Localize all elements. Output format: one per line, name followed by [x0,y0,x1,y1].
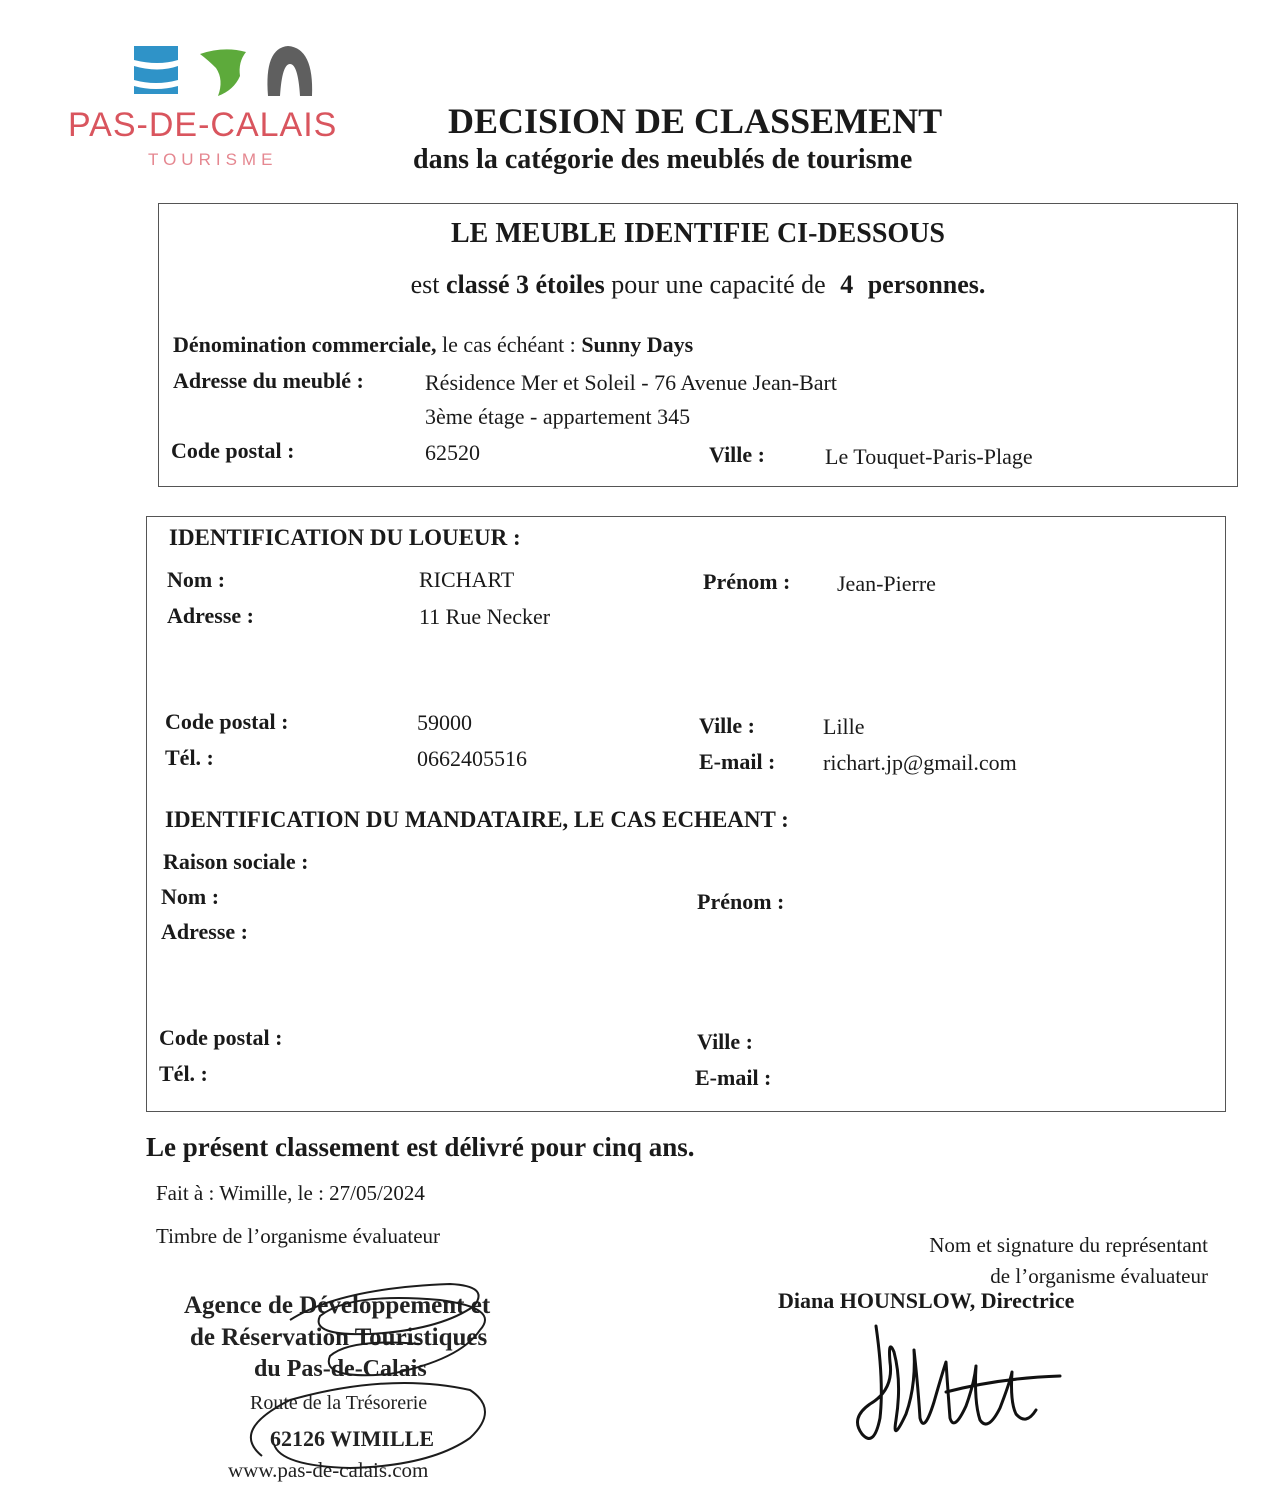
logo-name: PAS-DE-CALAIS [68,106,338,144]
loueur-email-value: richart.jp@gmail.com [823,750,1017,775]
stamp-line5: 62126 WIMILLE [270,1426,435,1451]
fait-a: Fait à : Wimille, le : 27/05/2024 [156,1181,425,1205]
class-post: personnes. [867,270,986,299]
loueur-nom-label: Nom : [167,567,226,592]
class-pre: est [410,270,440,299]
validity-statement: Le présent classement est délivré pour cinq ans. [146,1132,695,1162]
mandataire-postal-label: Code postal : [159,1025,283,1050]
mandataire-tel-label: Tél. : [159,1061,208,1086]
page-title: DECISION DE CLASSEMENT [448,101,943,141]
loueur-tel-label: Tél. : [165,745,214,770]
city-value: Le Touquet-Paris-Plage [825,444,1033,469]
loueur-email-label: E-mail : [699,749,776,774]
stamp-line1: Agence de Développement et [184,1292,491,1319]
mandataire-prenom-label: Prénom : [697,889,785,914]
meuble-heading: LE MEUBLE IDENTIFIE CI-DESSOUS [450,218,946,249]
city-label: Ville : [709,442,765,467]
loueur-adresse-label: Adresse : [167,603,254,628]
signatory-name: Diana HOUNSLOW, Directrice [778,1288,1075,1313]
mandataire-ville-label: Ville : [697,1029,753,1054]
address-line2: 3ème étage - appartement 345 [425,404,691,429]
loueur-prenom-label: Prénom : [703,569,791,594]
postal-value: 62520 [425,440,480,465]
capacity-value: 4 [840,270,854,299]
loueur-postal-label: Code postal : [165,709,289,734]
classification-line [159,270,1237,300]
initials-scribble-icon [170,1280,570,1495]
loueur-ville-label: Ville : [699,713,755,738]
denomination-value: Sunny Days [581,332,694,357]
mandataire-email-label: E-mail : [695,1065,772,1090]
stamp-line3: du Pas-de-Calais [254,1356,427,1382]
mandataire-adresse-label: Adresse : [161,919,248,944]
meuble-box [158,203,1238,487]
handwritten-signature-icon [850,1322,1070,1452]
postal-label: Code postal : [171,438,295,463]
loueur-nom-value: RICHART [419,567,515,592]
class-mid: pour une capacité de [611,270,826,299]
denomination-label: Dénomination commerciale, [173,332,437,357]
address-line1: Résidence Mer et Soleil - 76 Avenue Jean-Bart [425,370,837,395]
loueur-prenom-value: Jean-Pierre [837,571,936,596]
class-stars: classé 3 étoiles [445,270,605,299]
page-subtitle: dans la catégorie des meublés de tourisme [413,144,913,175]
denomination-row [173,332,693,358]
stamp-line6: www.pas-de-calais.com [228,1458,429,1482]
loueur-adresse-value: 11 Rue Necker [419,604,551,629]
address-label: Adresse du meublé : [173,368,364,393]
timbre-label: Timbre de l’organisme évaluateur [156,1224,441,1248]
mandataire-heading: IDENTIFICATION DU MANDATAIRE, LE CAS ECHEANT : [165,807,789,832]
logo-mark-icon [128,40,328,102]
stamp-line2: de Réservation Touristiques [190,1324,488,1351]
organisation-stamp [170,1280,570,1495]
loueur-ville-value: Lille [823,714,865,739]
signature-caption-line1: Nom et signature du représentant [929,1233,1208,1257]
mandataire-nom-label: Nom : [161,884,220,909]
identification-box [146,516,1226,1112]
stamp-line4: Route de la Trésorerie [250,1392,428,1414]
logo-subtitle: TOURISME [148,150,278,169]
logo [60,38,390,178]
loueur-postal-value: 59000 [417,710,472,735]
loueur-heading: IDENTIFICATION DU LOUEUR : [169,525,521,550]
signature-caption-line2: de l’organisme évaluateur [990,1264,1208,1288]
signature-caption [760,1230,1208,1292]
denomination-suffix: le cas échéant : [442,332,576,357]
mandataire-raison-label: Raison sociale : [163,849,309,874]
loueur-tel-value: 0662405516 [417,746,527,771]
